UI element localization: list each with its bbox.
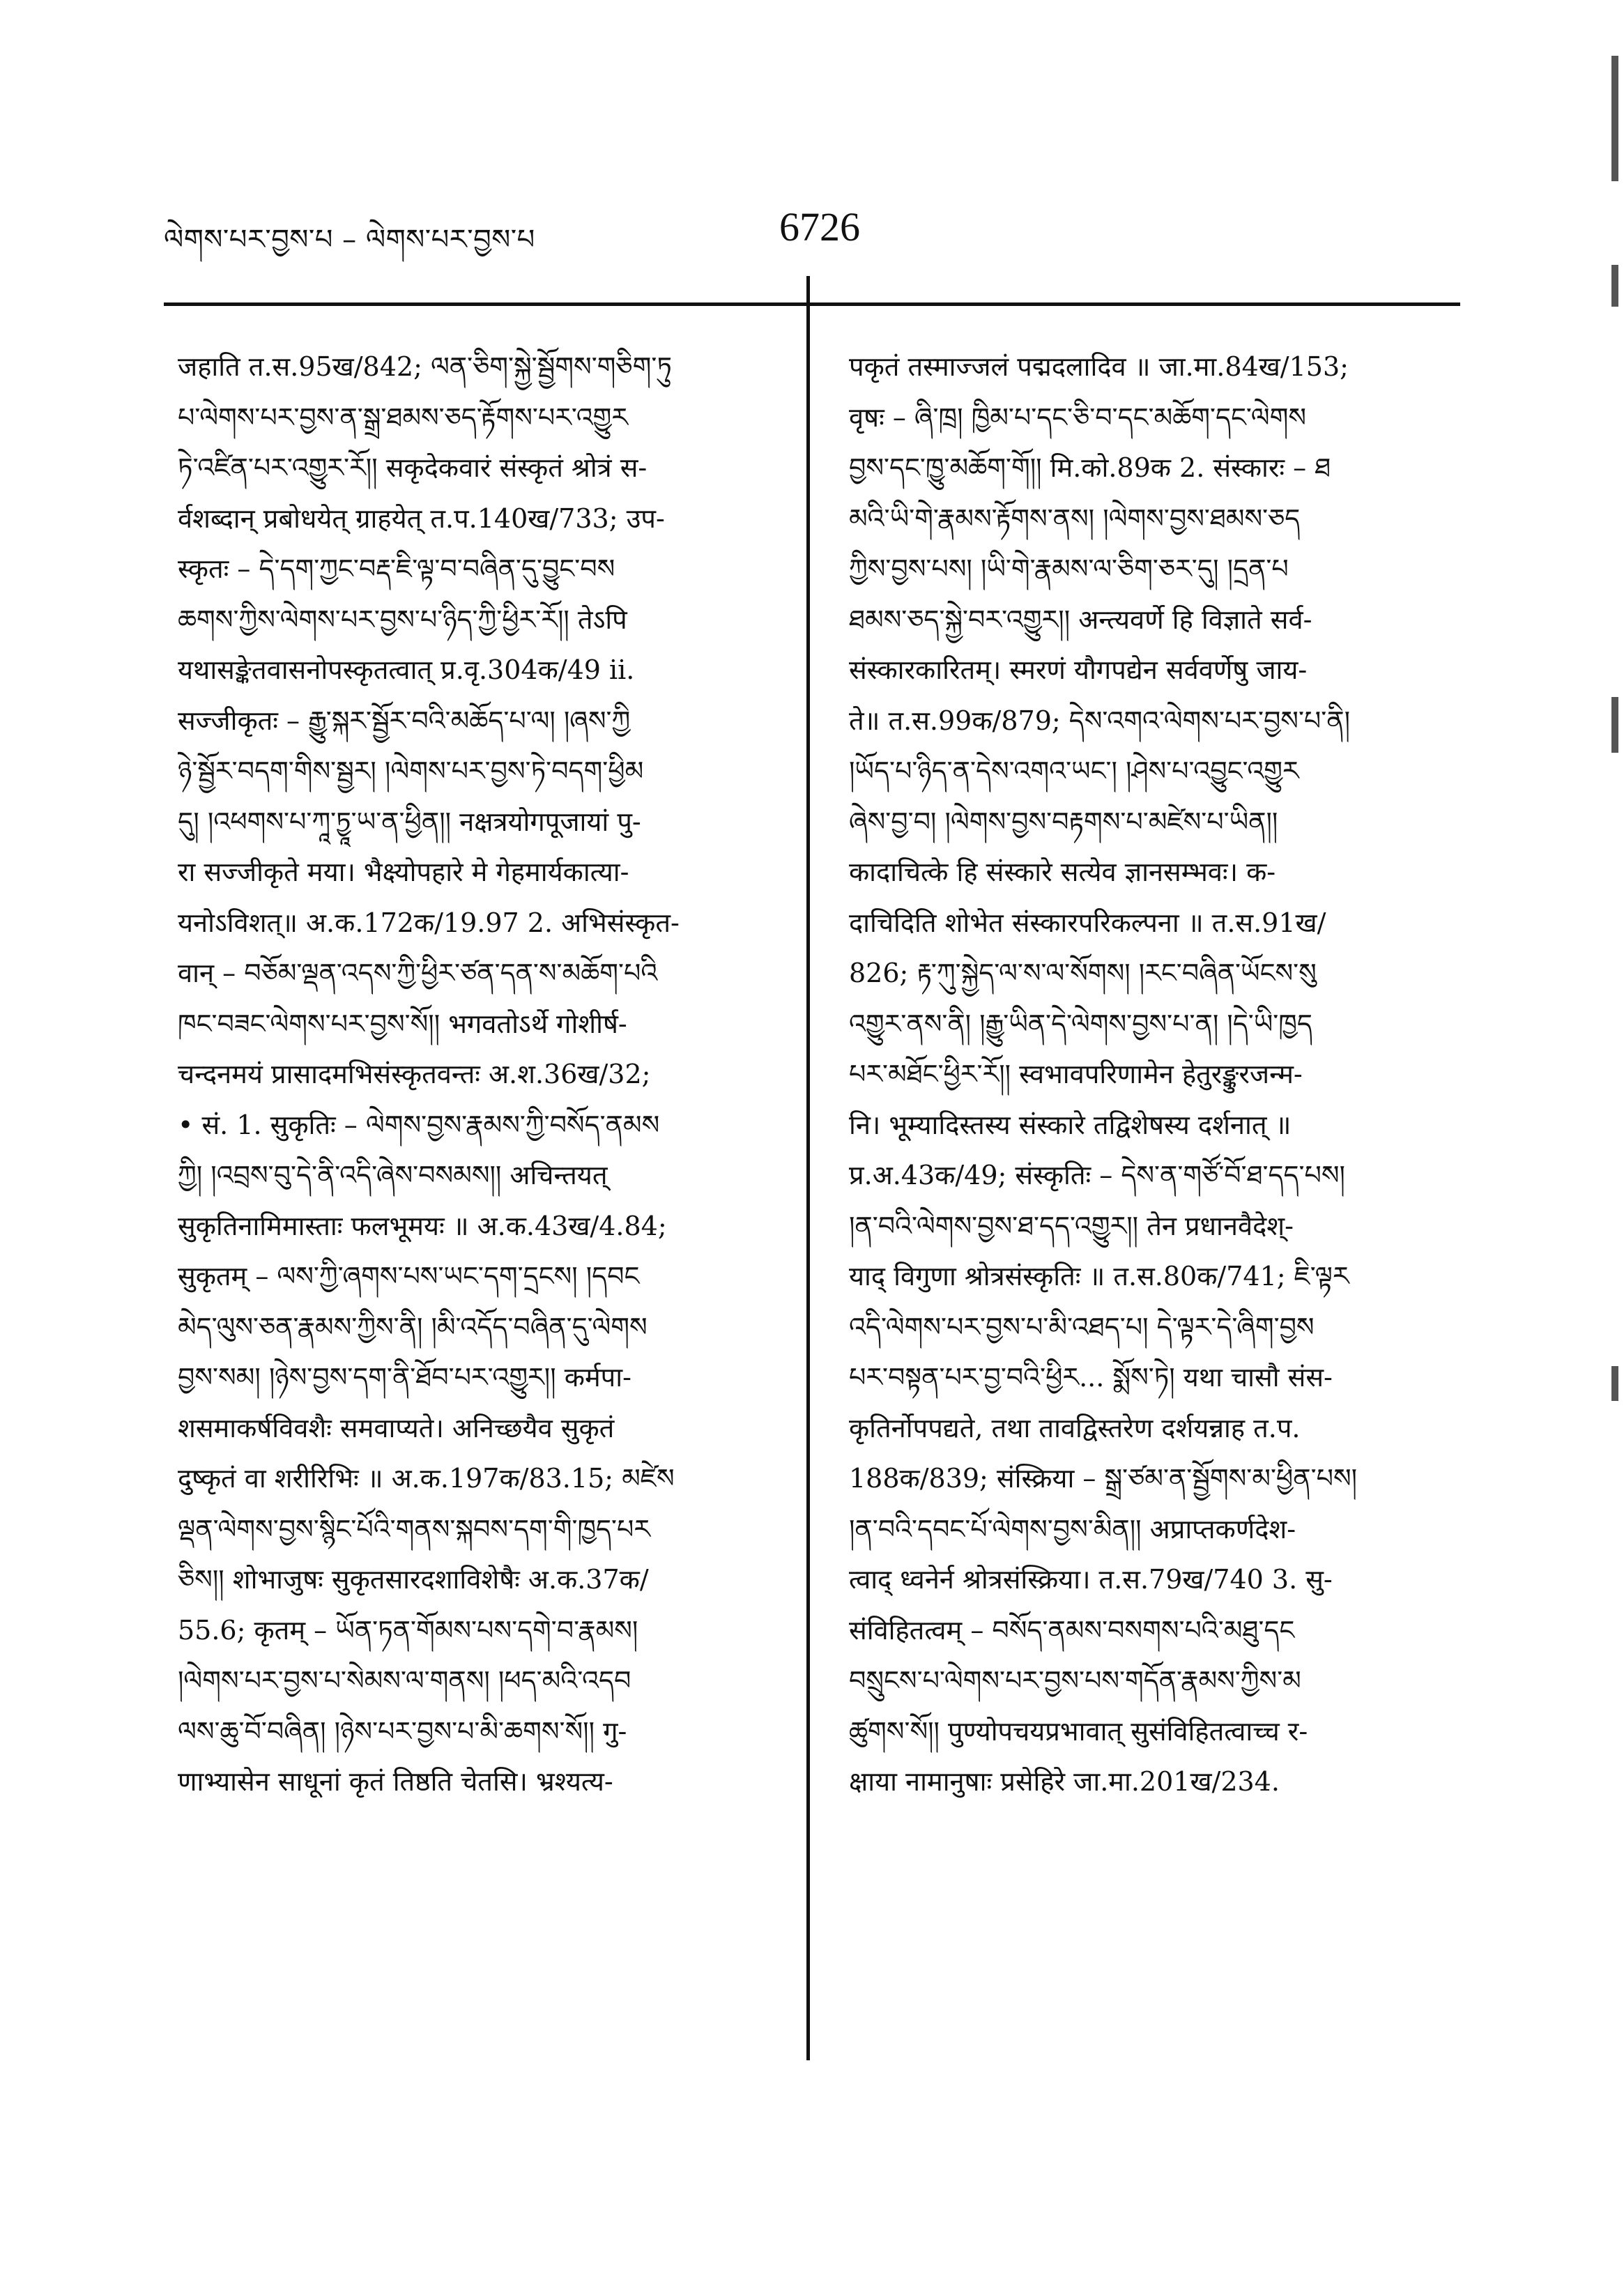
text-line: प्र.अ.43क/49; संस्कृतिः – དེས་ན་གཙོ་བོ་ཐ་དད་པས། xyxy=(849,1160,1345,1190)
text-line: दाचिदिति शोभेत संस्कारपरिकल्पना ॥ त.स.91ख/ xyxy=(849,907,1326,938)
text-line: དུ། །འཕགས་པ་ཀཱ་ཏྱཱ་ཡ་ན་ཕྱིན།། नक्षत्रयोगपूजायां पु- xyxy=(178,806,641,837)
text-line: 188क/839; संस्क्रिया – སྒྲ་ཙམ་ན་སྦྱོགས་མ་ཕྱིན་པས། xyxy=(849,1463,1358,1494)
text-line: པར་མཐོང་ཕྱིར་རོ།། स्वभावपरिणामेन हेतुरङ्कुरजन्म- xyxy=(849,1059,1303,1089)
text-line: संस्कारकारितम्। स्मरणं यौगपद्येन सर्ववर्णेषु जाय- xyxy=(849,654,1308,685)
text-line: संविहितत्वम् – བསོད་ནམས་བསགས་པའི་མཐུ་དང xyxy=(849,1614,1295,1646)
text-line: 55.6; कृतम् – ཡོན་ཏན་གོམས་པས་དགེ་བ་རྣམས། xyxy=(178,1614,638,1646)
text-line: པ་ལེགས་པར་བྱས་ན་སྒྲ་ཐམས་ཅད་རྟོགས་པར་འགྱུར xyxy=(178,401,629,433)
column-divider xyxy=(806,276,810,2060)
text-line: कृतिर्नोपपद्यते, तथा तावद्विस्तरेण दर्शयन्नाह त.प. xyxy=(849,1412,1301,1443)
text-line: ते॥ त.स.99क/879; དེས་འགའ་ལེགས་པར་བྱས་པ་ནི། xyxy=(849,705,1351,736)
text-line: མའི་ཡི་གེ་རྣམས་རྟོགས་ནས། །ལེགས་བྱས་ཐམས་ཅད xyxy=(849,503,1301,534)
text-line: स्कृतः – དེ་དག་ཀྱང་བརྡ་ཇི་ལྟ་བ་བཞིན་དུ་བྱུང་བས xyxy=(178,553,615,584)
text-line: །ན་བའི་ལེགས་བྱས་ཐ་དད་འགྱུར།། तेन प्रधानवैदेश्- xyxy=(849,1210,1294,1241)
left-column xyxy=(178,342,777,1807)
text-line: जहाति त.स.95ख/842; ལན་ཅིག་སྐྱེ་སྦྱོགས་གཅིག་ཏུ xyxy=(178,351,672,382)
text-line: ཚུགས་སོ།། पुण्योपचयप्रभावात् सुसंविहितत्वाच्च र- xyxy=(849,1715,1308,1747)
text-line: वान् – བཅོམ་ལྡན་འདས་ཀྱི་ཕྱིར་ཙན་དན་ས་མཆོག་པའི xyxy=(178,958,658,988)
text-line: བསྲུངས་པ་ལེགས་པར་བྱས་པས་གདོན་རྣམས་ཀྱིས་མ xyxy=(849,1665,1301,1696)
text-line: །ལེགས་པར་བྱས་པ་སེམས་ལ་གནས། །ཕད་མའི་འདབ xyxy=(178,1665,631,1696)
text-line: 826; རྟ་ཀུ་སྐྱེད་ལ་ས་ལ་སོགས། །རང་བཞིན་ཡོངས་སུ xyxy=(849,958,1317,988)
text-line: रा सज्जीकृते मया। भैक्ष्योपहारे मे गेहमार्यकात्या- xyxy=(178,857,629,887)
page-number: 6726 xyxy=(779,204,860,250)
text-line: णाभ्यासेन साधूनां कृतं तिष्ठति चेतसि। भ्रश्यत्य- xyxy=(178,1766,613,1797)
text-line: पकृतं तस्माज्जलं पद्मदलादिव ॥ जा.मा.84ख/153; xyxy=(849,351,1349,382)
text-line: ལས་ཆུ་བོ་བཞིན། །ཉེས་པར་བྱས་པ་མི་ཆགས་སོ།། गु- xyxy=(178,1715,627,1747)
text-line: र्वशब्दान् प्रबोधयेत् ग्राहयेत् त.प.140ख/733; उप- xyxy=(178,503,665,534)
text-line: ཏེ་འཛིན་པར་འགྱུར་རོ།། सकृदेकवारं संस्कृतं श्रोत्रं स- xyxy=(178,452,648,483)
text-line: འགྱུར་ནས་ནི། །རྒྱུ་ཡིན་དེ་ལེགས་བྱས་པ་ན། །དེ་ཡི་ཁྱད xyxy=(849,1008,1312,1039)
text-line: མེད་ལུས་ཅན་རྣམས་ཀྱིས་ནི། །མི་འདོད་བཞིན་དུ་ལེགས xyxy=(178,1311,648,1342)
text-line: क्षाया नामानुषाः प्रसेहिरे जा.मा.201ख/234. xyxy=(849,1766,1280,1797)
text-line: सुकृतम् – ལས་ཀྱི་ཞགས་པས་ཡང་དག་དྲངས། །དབང xyxy=(178,1261,640,1292)
text-line: यनोऽविशत्॥ अ.क.172क/19.97 2. अभिसंस्कृत- xyxy=(178,907,680,938)
text-line: • सं. 1. सुकृतिः – ལེགས་བྱས་རྣམས་ཀྱི་བསོད་ནམས xyxy=(178,1109,660,1140)
text-line: नि। भूम्यादिस्तस्य संस्कारे तद्विशेषस्य दर्शनात् ॥ xyxy=(849,1109,1292,1140)
text-line: ལྡན་ལེགས་བྱས་སྙིང་པོའི་གནས་སྐབས་དག་གི་ཁྱད་པར xyxy=(178,1513,651,1545)
text-line: ཁང་བཟང་ལེགས་པར་བྱས་སོ།། भगवतोऽर्थे गोशीर्ष- xyxy=(178,1008,627,1039)
text-line: ཀྱི། །འབྲས་བུ་དེ་ནི་འདི་ཞེས་བསམས།། अचिन्तयत् xyxy=(178,1160,608,1190)
text-line: यथासङ्केतवासनोपस्कृतत्वात् प्र.वृ.304क/49 ii. xyxy=(178,654,635,685)
text-line: ཅིས།། शोभाजुषः सुकृतसारदशाविशेषैः अ.क.37क/ xyxy=(178,1564,649,1595)
text-line: शसमाकर्षविवशैः समवाप्यते। अनिच्छयैव सुकृतं xyxy=(178,1412,615,1443)
text-line: सुकृतिनामिमास्ताः फलभूमयः ॥ अ.क.43ख/4.84; xyxy=(178,1210,667,1241)
text-line: कादाचित्के हि संस्कारे सत्येव ज्ञानसम्भवः। क- xyxy=(849,857,1276,887)
text-line: །ན་བའི་དབང་པོ་ལེགས་བྱས་མིན།། अप्राप्तकर्णदेश- xyxy=(849,1513,1296,1545)
text-line: सज्जीकृतः – རྒྱུ་སྐར་སྦྱོར་བའི་མཆོད་པ་ལ། །ཞས་ཀྱི xyxy=(178,705,631,736)
scan-edge-marks xyxy=(1611,42,1620,2202)
text-line: ཞེས་བྱ་བ། །ལེགས་བྱས་བརྟགས་པ་མཛེས་པ་ཡིན།། xyxy=(849,806,1278,837)
text-line: वृषः – ཞི་ཁྲ། ཁྱིམ་པ་དང་ཅི་བ་དང་མཆོག་དང་ལེགས xyxy=(849,401,1306,433)
running-head: ལེགས་པར་བྱས་པ – ལེགས་པར་བྱས་པ xyxy=(164,224,535,256)
text-line: །ཡོད་པ་ཉིད་ན་དེས་འགའ་ཡང་། །ཤེས་པ་འབྱུང་འགྱུར xyxy=(849,756,1299,786)
header-rule xyxy=(164,302,1460,306)
right-column xyxy=(849,342,1445,1807)
text-line: ཀྱིས་བྱས་པས། །ཡི་གེ་རྣམས་ལ་ཅིག་ཅར་དུ། །དྲན་པ xyxy=(849,553,1289,584)
text-line: ཆགས་ཀྱིས་ལེགས་པར་བྱས་པ་ཉིད་ཀྱི་ཕྱིར་རོ།། तेऽपि xyxy=(178,604,627,635)
text-line: त्वाद् ध्वनेर्न श्रोत्रसंस्क्रिया। त.स.79ख/740 3. सु- xyxy=(849,1564,1333,1595)
text-line: चन्दनमयं प्रासादमभिसंस्कृतवन्तः अ.श.36ख/32; xyxy=(178,1059,651,1089)
text-line: བྱས་དང་ཁྱུ་མཆོག་གོ།། मि.को.89क 2. संस्कारः – ཐ xyxy=(849,452,1331,483)
text-line: ཐམས་ཅད་སྐྱེ་བར་འགྱུར།། अन्त्यवर्णे हि विज्ञाते सर्व- xyxy=(849,604,1312,635)
text-line: याद् विगुणा श्रोत्रसंस्कृतिः ॥ त.स.80क/741; ཇི་ལྟར xyxy=(849,1261,1349,1292)
text-line: दुष्कृतं वा शरीरिभिः ॥ अ.क.197क/83.15; མཛེས xyxy=(178,1463,675,1494)
text-line: བྱས་སམ། །ཉེས་བྱས་དག་ནི་ཐོབ་པར་འགྱུར།། कर्मपा- xyxy=(178,1362,631,1393)
text-line: པར་བསྟན་པར་བྱ་བའི་ཕྱིར... སྨོས་ཏེ། यथा चासौ संस- xyxy=(849,1362,1333,1393)
text-line: ཉེ་སྦྱོར་བདག་གིས་སྦྱར། །ལེགས་པར་བྱས་ཏེ་བདག་ཕྱིམ xyxy=(178,756,644,786)
text-line: འདི་ལེགས་པར་བྱས་པ་མི་འཐད་པ། དེ་ལྟར་དེ་ཞིག་བྱས xyxy=(849,1311,1315,1342)
